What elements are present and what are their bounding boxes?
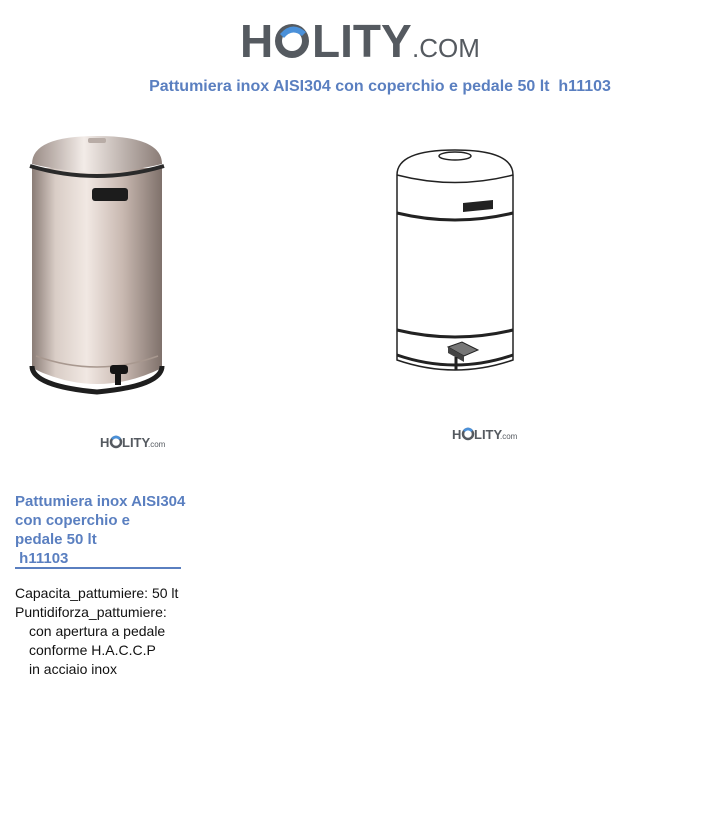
svg-text:H: H bbox=[452, 427, 462, 442]
photo-holity-logo bbox=[100, 434, 170, 450]
product-specs bbox=[15, 584, 178, 679]
heading-underline bbox=[15, 567, 181, 569]
svg-text:LITY: LITY bbox=[474, 427, 503, 442]
page-title: Pattumiera inox AISI304 con coperchio e pedale 50 lt h11103 bbox=[149, 78, 611, 95]
svg-text:H: H bbox=[240, 15, 274, 67]
svg-text:LITY: LITY bbox=[122, 435, 151, 450]
spec-strength-item: con apertura a pedale bbox=[29, 623, 166, 639]
product-drawing bbox=[390, 145, 520, 380]
heading-line: h11103 bbox=[15, 550, 69, 567]
product-photo bbox=[22, 128, 172, 400]
svg-text:.com: .com bbox=[148, 440, 166, 449]
spec-strength-item: in acciaio inox bbox=[29, 661, 117, 677]
svg-text:LITY: LITY bbox=[312, 15, 412, 67]
heading-line: pedale 50 lt bbox=[15, 531, 97, 548]
svg-text:H: H bbox=[100, 435, 110, 450]
spec-capacity: Capacita_pattumiere: 50 lt bbox=[15, 585, 179, 601]
spec-strength-item: conforme H.A.C.C.P bbox=[29, 642, 156, 658]
spec-strengths-label: Puntidiforza_pattumiere: bbox=[15, 604, 167, 620]
product-heading bbox=[15, 492, 205, 568]
svg-text:.COM: .COM bbox=[412, 33, 480, 63]
heading-line: con coperchio e bbox=[15, 512, 131, 529]
svg-text:.com: .com bbox=[500, 432, 518, 441]
drawing-holity-logo bbox=[452, 426, 522, 442]
heading-line: Pattumiera inox AISI304 bbox=[15, 493, 186, 510]
holity-logo bbox=[240, 12, 480, 68]
logo-o-icon bbox=[275, 24, 309, 58]
